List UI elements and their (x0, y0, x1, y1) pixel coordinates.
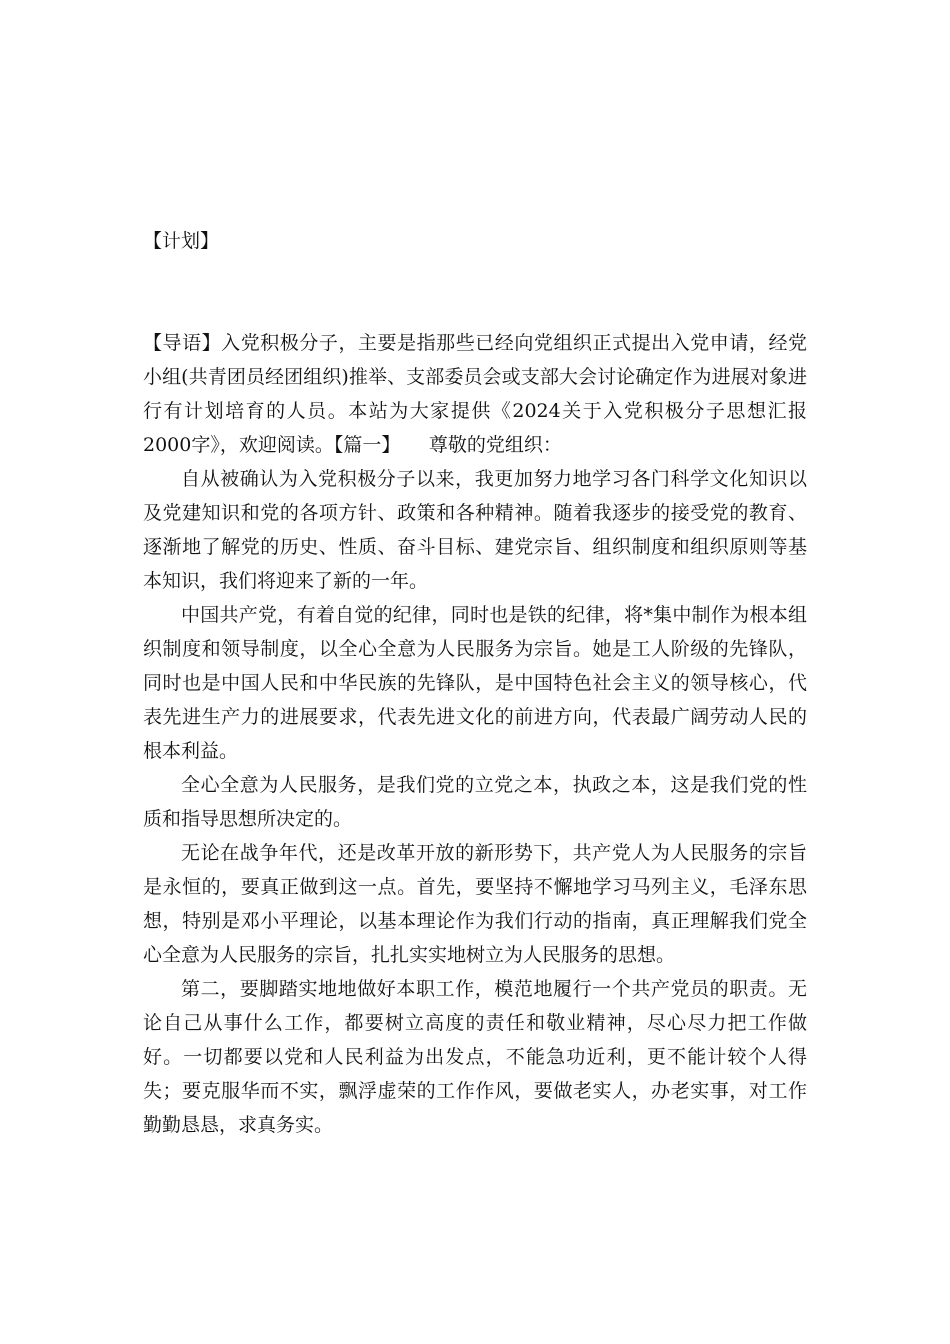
body-paragraph-3: 全心全意为人民服务，是我们党的立党之本，执政之本，这是我们党的性质和指导思想所决定的。 (143, 774, 807, 830)
document-body (143, 326, 807, 1142)
body-paragraph-4: 无论在战争年代，还是改革开放的新形势下，共产党人为人民服务的宗旨是永恒的，要真正做到这一点。首先，要坚持不懈地学习马列主义，毛泽东思想，特别是邓小平理论，以基本理论作为我们行动的指南，真正理解我们党全心全意为人民服务的宗旨，扎扎实实地树立为人民服务的思想。 (143, 842, 807, 966)
intro-paragraph: 【导语】入党积极分子，主要是指那些已经向党组织正式提出入党申请，经党小组(共青团员经团组织)推举、支部委员会或支部大会讨论确定作为进展对象进行有计划培育的人员。本站为大家提供《2024关于入党积极分子思想汇报2000字》，欢迎阅读。【篇一】 尊敬的党组织： (143, 332, 807, 456)
body-paragraph-5: 第二，要脚踏实地地做好本职工作，模范地履行一个共产党员的职责。无论自己从事什么工作，都要树立高度的责任和敬业精神，尽心尽力把工作做好。一切都要以党和人民利益为出发点，不能急功近利，更不能计较个人得失；要克服华而不实，飘浮虚荣的工作作风，要做老实人，办老实事，对工作勤勤恳恳，求真务实。 (143, 978, 807, 1136)
document-heading: 【计划】 (143, 230, 220, 252)
body-paragraph-1: 自从被确认为入党积极分子以来，我更加努力地学习各门科学文化知识以及党建知识和党的各项方针、政策和各种精神。随着我逐步的接受党的教育、逐渐地了解党的历史、性质、奋斗目标、建党宗旨、组织制度和组织原则等基本知识，我们将迎来了新的一年。 (143, 468, 807, 592)
body-paragraph-2: 中国共产党，有着自觉的纪律，同时也是铁的纪律，将*集中制作为根本组织制度和领导制度，以全心全意为人民服务为宗旨。她是工人阶级的先锋队，同时也是中国人民和中华民族的先锋队，是中国特色社会主义的领导核心，代表先进生产力的进展要求，代表先进文化的前进方向，代表最广阔劳动人民的根本利益。 (143, 604, 807, 762)
